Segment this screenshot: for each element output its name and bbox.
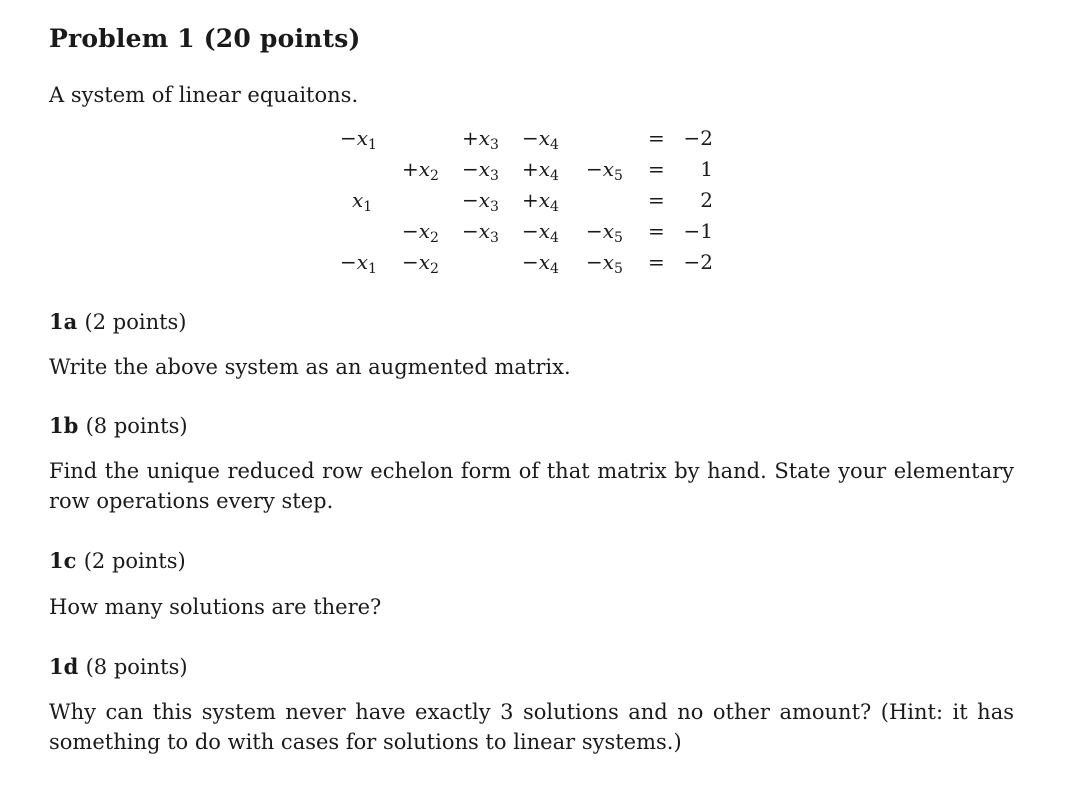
equation-term: $-x_1$ <box>340 126 377 153</box>
equation-term: $-x_3$ <box>462 157 499 184</box>
problem-title: Problem 1 (20 points) <box>49 24 361 53</box>
equation-term: $-x_2$ <box>402 250 439 277</box>
equation-term: $-x_3$ <box>462 219 499 246</box>
equation-term: $+x_2$ <box>402 157 439 184</box>
part-1c-text: How many solutions are there? <box>49 595 382 619</box>
part-1a-text: Write the above system as an augmented matrix. <box>49 355 571 379</box>
equals-sign: = <box>648 157 665 181</box>
equation-term: $-x_4$ <box>522 219 559 246</box>
part-1b-points: (8 points) <box>85 414 188 438</box>
equation-term: $+x_4$ <box>522 157 559 184</box>
equation-term: $-x_4$ <box>522 126 559 153</box>
part-1d-points: (8 points) <box>85 655 188 679</box>
part-1b-text: Find the unique reduced row echelon form of that matrix by hand. State your elementary row operations every step. <box>49 459 1014 513</box>
equals-sign: = <box>648 250 665 274</box>
equation-term: $-x_5$ <box>586 219 623 246</box>
equation-term: $+x_3$ <box>462 126 499 153</box>
part-1a-label: 1a <box>49 309 78 334</box>
problem-intro: A system of linear equaitons. <box>49 83 359 107</box>
equals-sign: = <box>648 188 665 212</box>
equation-term: $x_1$ <box>352 188 373 215</box>
equation-rhs: −2 <box>683 126 713 150</box>
equation-rhs: −1 <box>683 219 713 243</box>
part-1a-heading <box>49 309 187 334</box>
equation-term: $-x_5$ <box>586 157 623 184</box>
part-1a-points: (2 points) <box>84 310 187 334</box>
part-1b-label: 1b <box>49 413 79 438</box>
equals-sign: = <box>648 219 665 243</box>
part-1c-heading <box>49 548 186 573</box>
equals-sign: = <box>648 126 665 150</box>
equation-term: $-x_2$ <box>402 219 439 246</box>
part-1d-text: Why can this system never have exactly 3 solutions and no other amount? (Hint: it has something to do with cases for solutions to linear systems.) <box>49 700 1014 754</box>
linear-system <box>0 0 1076 300</box>
part-1c-points: (2 points) <box>83 549 186 573</box>
part-1d-label: 1d <box>49 654 79 679</box>
equation-rhs: 1 <box>700 157 713 181</box>
equation-term: $+x_4$ <box>522 188 559 215</box>
part-1b-heading <box>49 413 188 438</box>
equation-rhs: 2 <box>700 188 713 212</box>
equation-term: $-x_5$ <box>586 250 623 277</box>
equation-term: $-x_4$ <box>522 250 559 277</box>
equation-term: $-x_1$ <box>340 250 377 277</box>
part-1c-label: 1c <box>49 548 77 573</box>
equation-rhs: −2 <box>683 250 713 274</box>
part-1d-heading <box>49 654 188 679</box>
equation-term: $-x_3$ <box>462 188 499 215</box>
